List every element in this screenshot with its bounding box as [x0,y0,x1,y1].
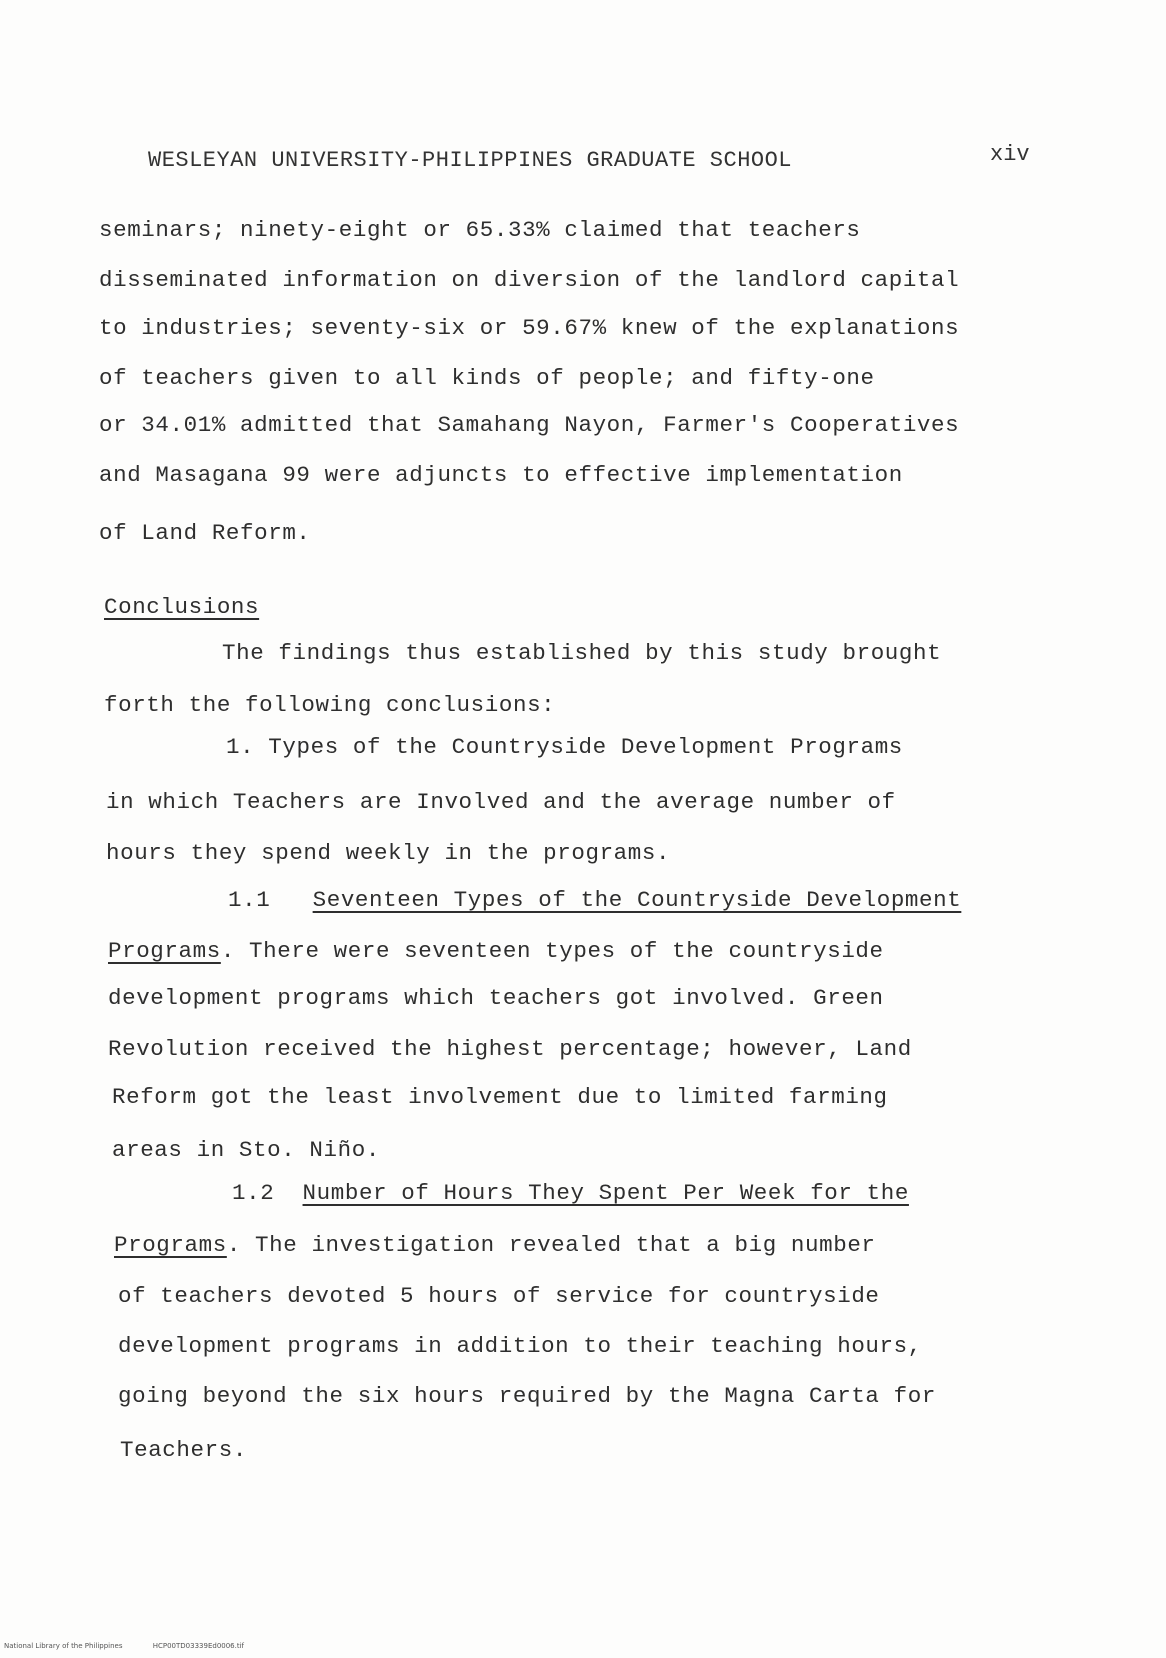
text-line: seminars; ninety-eight or 65.33% claimed that teachers [99,217,861,243]
text-span: . The investigation revealed that a big number [226,1232,876,1258]
text-line: to industries; seventy-six or 59.67% knew of the explanations [99,315,960,341]
section-heading-conclusions: Conclusions [104,594,260,620]
library-credit: National Library of the Philippines [4,1642,123,1650]
text-line: forth the following conclusions: [104,692,556,718]
text-line: hours they spend weekly in the programs. [106,840,671,866]
text-line: going beyond the six hours required by the Magna Carta for [118,1383,936,1409]
text-line: The findings thus established by this study brought [222,640,942,666]
subitem-title: Programs [114,1232,227,1258]
text-line: Reform got the least involvement due to limited farming [112,1084,888,1110]
subitem-1-1 [228,887,961,913]
text-line: development programs which teachers got involved. Green [108,985,884,1011]
subitem-title: Programs [108,938,221,964]
file-code: HCP00TD03339Ed0006.tif [152,1642,245,1650]
text-line: of teachers devoted 5 hours of service for countryside [118,1283,880,1309]
numbered-item: 1. Types of the Countryside Development Programs [226,734,903,760]
text-line [114,1232,876,1258]
subitem-number: 1.2 [232,1180,275,1206]
text-line: in which Teachers are Involved and the average number of [106,789,896,815]
text-line: or 34.01% admitted that Samahang Nayon, Farmer's Cooperatives [99,412,960,438]
text-line [108,938,884,964]
text-line: development programs in addition to their teaching hours, [118,1333,922,1359]
text-line: of teachers given to all kinds of people; and fifty-one [99,365,875,391]
subitem-title: Seventeen Types of the Countryside Development [312,887,962,913]
text-line: of Land Reform. [99,520,311,546]
text-line: and Masagana 99 were adjuncts to effective implementation [99,462,903,488]
text-span: . There were seventeen types of the countryside [220,938,884,964]
text-line: areas in Sto. Niño. [112,1137,380,1163]
running-header: WESLEYAN UNIVERSITY-PHILIPPINES GRADUATE SCHOOL [148,148,793,173]
subitem-1-2 [232,1180,909,1206]
text-line: disseminated information on diversion of the landlord capital [99,267,960,293]
subitem-title: Number of Hours They Spent Per Week for the [302,1180,909,1206]
subitem-number: 1.1 [228,887,271,913]
page-number: xiv [990,142,1030,167]
scan-footer [4,1642,272,1650]
text-line: Teachers. [120,1437,247,1463]
text-line: Revolution received the highest percentage; however, Land [108,1036,912,1062]
